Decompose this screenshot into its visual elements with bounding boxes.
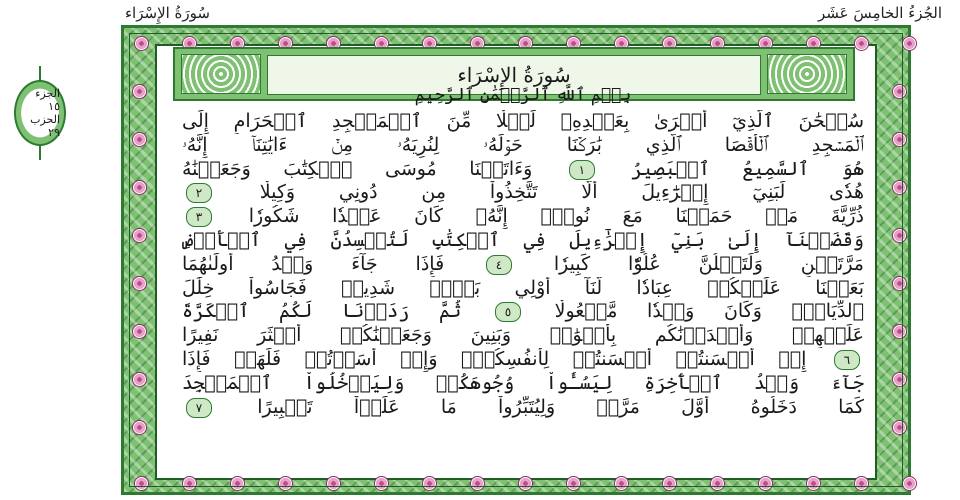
verse-lines [182,110,864,419]
border-rosette [422,476,437,491]
verse-text: وَقَضَيۡنَآ إِلَىٰ بَنِيٓ إِسۡرَٰٓءِيلَ فِي ٱلۡكِتَٰبِ لَتُفۡسِدُنَّ فِي ٱلۡأَرۡضِ [182,228,864,251]
border-rosette [892,132,907,147]
verse-text: سُبۡحَٰنَ ٱلَّذِيٓ أَسۡرَىٰ بِعَبۡدِهِۦ لَيۡلٗا مِّنَ ٱلۡمَسۡجِدِ ٱلۡحَرَامِ إِلَى [182,110,864,132]
border-rosette [892,228,907,243]
juz-header: الجُزءُ الخامِسَ عَشَر [817,4,942,22]
verse-text: هُدٗى لِّبَنِيٓ إِسۡرَٰٓءِيلَ أَلَّا تَتَّخِذُواْ مِن دُونِي وَكِيلٗا [259,181,864,204]
border-rosette [758,476,773,491]
border-rosette [278,476,293,491]
ayah-number-marker: ٣ [186,207,212,227]
border-rosette [134,36,149,51]
marker-hizb: الحزب ٢٩ [30,113,60,139]
verse-text: بَعَثۡنَا عَلَيۡكُمۡ عِبَادٗا لَّنَآ أُوْلِي بَأۡسٖ شَدِيدٖ فَجَاسُواْ خِلَٰلَ [182,276,864,299]
border-rosette [806,476,821,491]
border-rosette [854,476,869,491]
border-rosette [892,372,907,387]
border-rosette [134,476,149,491]
border-rosette [326,476,341,491]
border-rosette [132,324,147,339]
border-rosette [132,228,147,243]
verse-text: إِنۡ أَحۡسَنتُمۡ أَحۡسَنتُمۡ لِأَنفُسِكُمۡۖ وَإِنۡ أَسَأۡتُمۡ فَلَهَاۚ فَإِذَا [182,347,807,370]
ayah-number-marker: ٥ [495,302,521,322]
verse-line [182,348,864,372]
verse-line [182,396,864,420]
border-rosette [132,132,147,147]
verse-line [182,277,864,301]
marker-juz: الجزء ١٥ [35,87,60,113]
verse-line [182,229,864,253]
border-rosette [132,84,147,99]
verse-line [182,324,864,348]
ayah-number-marker: ٢ [186,183,212,203]
border-rosette [132,420,147,435]
verse-text: فَإِذَا جَآءَ وَعۡدُ أُولَىٰهُمَا [182,252,445,275]
surah-title: سُورَةُ الإِسْرَاء [457,63,571,87]
border-rosette [892,420,907,435]
ayah-number-marker: ٧ [186,398,212,418]
verse-line [182,134,864,158]
verse-text: كَمَا دَخَلُوهُ أَوَّلَ مَرَّةٖ وَلِيُتَبِّرُواْ مَا عَلَوۡاْ تَتۡبِيرًا [257,395,864,418]
verse-line [182,110,864,134]
verse-text: جَآءَ وَعۡدُ ٱلۡأٓخِرَةِ لِيَسُـُٔواْ وُجُوهَكُمۡ وَلِيَدۡخُلُواْ ٱلۡمَسۡجِدَ [182,371,864,394]
border-rosette [614,476,629,491]
verse-line [182,158,864,182]
border-rosette [892,180,907,195]
verse-text: ٱلۡمَسۡجِدِ ٱلۡأَقۡصَا ٱلَّذِي بَٰرَكۡنَا حَوۡلَهُۥ لِنُرِيَهُۥ مِنۡ ءَايَٰتِنَآۚ إِنَّهُۥ [182,133,864,156]
verse-line [182,253,864,277]
border-rosette [518,476,533,491]
verse-text: وَءَاتَيۡنَا مُوسَى ٱلۡكِتَٰبَ وَجَعَلۡنَٰهُ [182,157,533,180]
border-rosette [892,324,907,339]
border-rosette [854,36,869,51]
border-rosette [230,476,245,491]
border-rosette [902,476,917,491]
border-rosette [902,36,917,51]
border-rosette [892,276,907,291]
border-rosette [132,180,147,195]
border-rosette [132,276,147,291]
basmala: بِسۡمِ ٱللَّهِ ٱلرَّحۡمَٰنِ ٱلرَّحِيمِ [414,85,632,105]
verse-text: ذُرِّيَّةَ مَنۡ حَمَلۡنَا مَعَ نُوحٍۚ إِنَّهُۥ كَانَ عَبۡدٗا شَكُورٗا [248,205,864,228]
surah-header: سُورَةُ الإِسْرَاء [125,4,210,22]
ayah-number-marker: ٤ [486,255,512,275]
ayah-number-marker: ١ [569,160,595,180]
verse-text: هُوَ ٱلسَّمِيعُ ٱلۡبَصِيرُ [631,157,864,180]
juz-hizb-marker [14,80,66,146]
verse-line [182,181,864,205]
border-rosette [710,476,725,491]
border-rosette [132,372,147,387]
verse-text: ثُمَّ رَدَدۡنَا لَكُمُ ٱلۡكَرَّةَ [182,300,462,323]
verse-text: عَلَيۡهِمۡ وَأَمۡدَدۡنَٰكُم بِأَمۡوَٰلٖ وَبَنِينَ وَجَعَلۡنَٰكُمۡ أَكۡثَرَ نَفِيرًا [182,324,864,347]
border-rosette [662,476,677,491]
verse-line [182,372,864,396]
verse-line [182,205,864,229]
border-rosette [892,84,907,99]
border-rosette [374,476,389,491]
border-rosette [182,476,197,491]
verse-text: ٱلدِّيَارِۚ وَكَانَ وَعۡدٗا مَّفۡعُولٗا [554,300,864,323]
verse-text: مَرَّتَيۡنِ وَلَتَعۡلُنَّ عُلُوّٗا كَبِيرٗا [553,252,864,275]
border-rosette [470,476,485,491]
border-rosette [566,476,581,491]
ayah-number-marker: ٦ [834,350,860,370]
verse-line [182,300,864,324]
